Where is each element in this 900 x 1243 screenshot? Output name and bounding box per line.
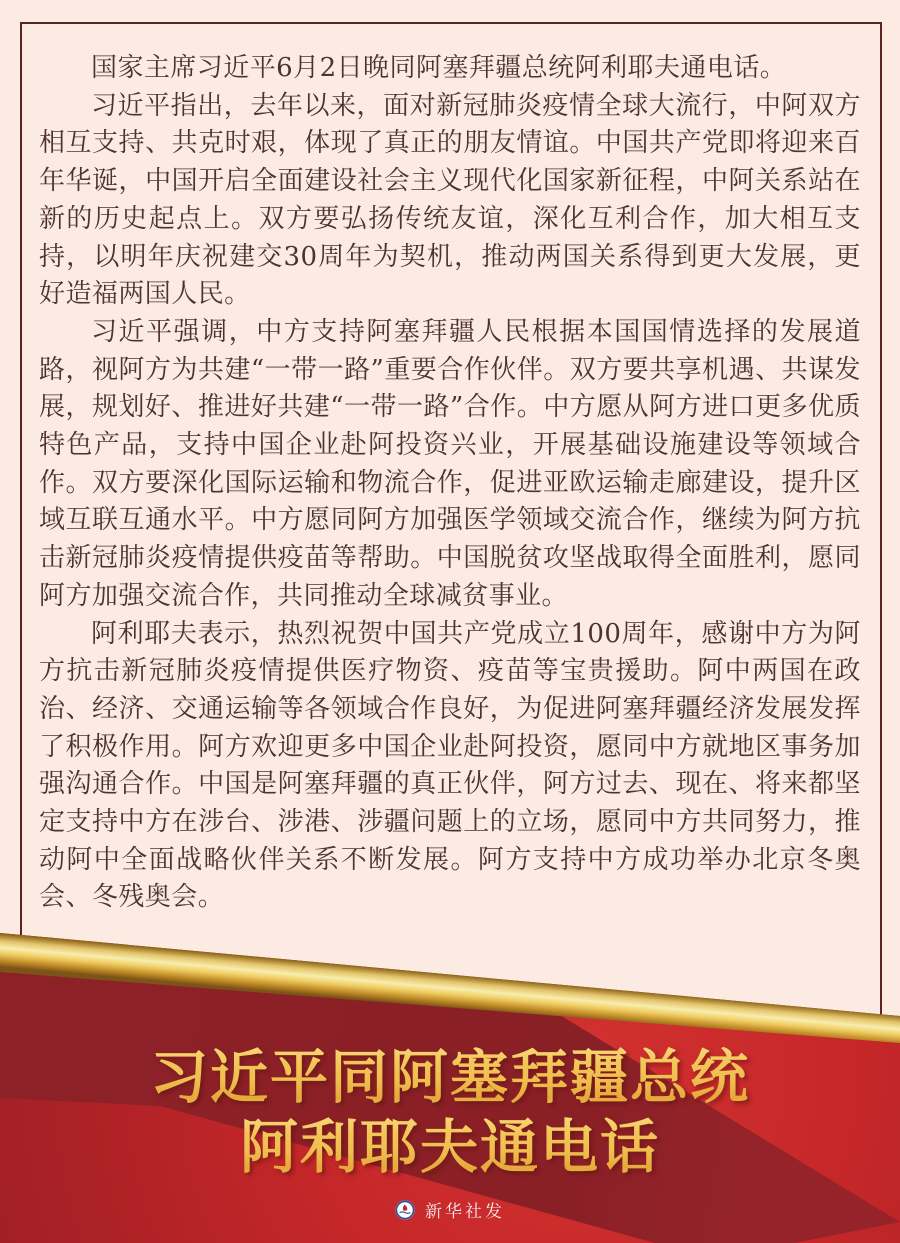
banner-title-line1: 习近平同阿塞拜疆总统 [0,1042,900,1112]
article-paragraph: 习近平指出，去年以来，面对新冠肺炎疫情全球大流行，中阿双方相互支持、共克时艰，体现了真正的朋友情谊。中国共产党即将迎来百年华诞，中国开启全面建设社会主义现代化国家新征程，中阿关系站在新的历史起点上。双方要弘扬传统友谊，深化互利合作，加大相互支持，以明年庆祝建交30周年为契机，推动两国关系得到更大发展，更好造福两国人民。 [39,90,861,310]
credit-text: 新华社发 [425,1202,505,1221]
banner-title-line2: 阿利耶夫通电话 [0,1112,900,1182]
banner-title [0,1042,900,1182]
xinhua-emblem-icon [395,1200,415,1220]
article-paragraph: 阿利耶夫表示，热烈祝贺中国共产党成立100周年，感谢中方为阿方抗击新冠肺炎疫情提供医疗物资、疫苗等宝贵援助。阿中两国在政治、经济、交通运输等各领域合作良好，为促进阿塞拜疆经济发展发挥了积极作用。阿方欢迎更多中国企业赴阿投资，愿同中方就地区事务加强沟通合作。中国是阿塞拜疆的真正伙伴，阿方过去、现在、将来都坚定支持中方在涉台、涉港、涉疆问题上的立场，愿同中方共同努力，推动阿中全面战略伙伴关系不断发展。阿方支持中方成功举办北京冬奥会、冬残奥会。 [39,618,861,913]
bottom-banner [0,920,900,1243]
credit-row [0,1197,900,1222]
article-paragraph: 习近平强调，中方支持阿塞拜疆人民根据本国国情选择的发展道路，视阿方为共建“一带一路”重要合作伙伴。双方要共享机遇、共谋发展，规划好、推进好共建“一带一路”合作。中方愿从阿方进口更多优质特色产品，支持中国企业赴阿投资兴业，开展基础设施建设等领域合作。双方要深化国际运输和物流合作，促进亚欧运输走廊建设，提升区域互联互通水平。中方愿同阿方加强医学领域交流合作，继续为阿方抗击新冠肺炎疫情提供疫苗等帮助。中国脱贫攻坚战取得全面胜利，愿同阿方加强交流合作，共同推动全球减贫事业。 [39,316,861,611]
article-body [39,50,861,917]
article-paragraph: 国家主席习近平6月2日晚同阿塞拜疆总统阿利耶夫通电话。 [91,53,787,83]
